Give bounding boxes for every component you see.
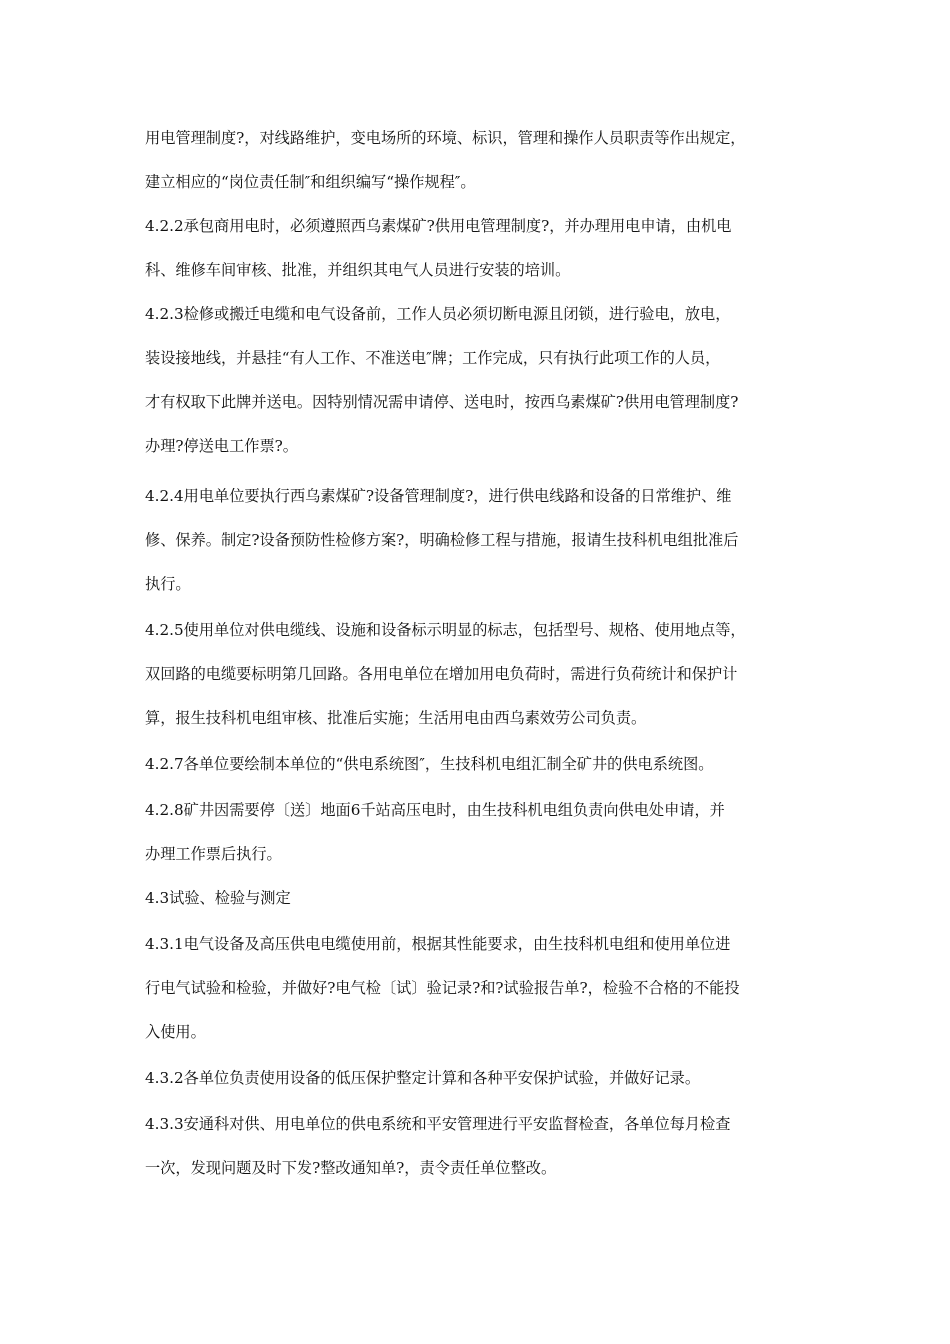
text-line: 4.2.4用电单位要执行西乌素煤矿?设备管理制度?，进行供电线路和设备的日常维护、维 (145, 487, 732, 505)
text-line: 装设接地线，并悬挂“有人工作、不准送电″牌；工作完成，只有执行此项工作的人员， (145, 349, 721, 367)
text-line: 4.2.3检修或搬迁电缆和电气设备前，工作人员必须切断电源且闭锁，进行验电，放电， (145, 305, 731, 323)
text-line: 修、保养。制定?设备预防性检修方案?，明确检修工程与措施，报请生技科机电组批准后 (145, 531, 739, 549)
text-line: 4.2.8矿井因需要停〔送〕地面6千站高压电时，由生技科机电组负责向供电处申请，并 (145, 801, 725, 819)
text-line: 行电气试验和检验，并做好?电气检〔试〕验记录?和?试验报告单?，检验不合格的不能投 (145, 979, 740, 997)
text-line: 双回路的电缆要标明第几回路。各用电单位在增加用电负荷时，需进行负荷统计和保护计 (145, 665, 738, 683)
text-line: 办理?停送电工作票?。 (145, 437, 298, 455)
text-line: 4.3.3安通科对供、用电单位的供电系统和平安管理进行平安监督检查，各单位每月检查 (145, 1115, 731, 1133)
text-line: 用电管理制度?，对线路维护，变电场所的环境、标识，管理和操作人员职责等作出规定， (145, 129, 746, 147)
text-line: 执行。 (145, 575, 191, 593)
text-line: 办理工作票后执行。 (145, 845, 282, 863)
text-line: 科、维修车间审核、批准，并组织其电气人员进行安装的培训。 (145, 261, 571, 279)
text-line: 4.3.1电气设备及高压供电电缆使用前，根据其性能要求，由生技科机电组和使用单位进 (145, 935, 731, 953)
text-line: 4.2.5使用单位对供电缆线、设施和设备标示明显的标志，包括型号、规格、使用地点等， (145, 621, 746, 639)
text-line: 建立相应的“岗位责任制″和组织编写“操作规程″。 (145, 173, 476, 191)
text-line: 一次，发现问题及时下发?整改通知单?，责令责任单位整改。 (145, 1159, 557, 1177)
text-line: 4.2.2承包商用电时，必须遵照西乌素煤矿?供用电管理制度?，并办理用电申请，由机电 (145, 217, 732, 235)
text-line: 4.3试验、检验与测定 (145, 889, 291, 907)
text-line: 入使用。 (145, 1023, 206, 1041)
text-line: 才有权取下此牌并送电。因特别情况需申请停、送电时，按西乌素煤矿?供用电管理制度? (145, 393, 739, 411)
text-line: 算，报生技科机电组审核、批准后实施；生活用电由西乌素效劳公司负责。 (145, 709, 647, 727)
text-line: 4.2.7各单位要绘制本单位的“供电系统图″，生技科机电组汇制全矿井的供电系统图。 (145, 755, 714, 773)
text-line: 4.3.2各单位负责使用设备的低压保护整定计算和各种平安保护试验，并做好记录。 (145, 1069, 701, 1087)
